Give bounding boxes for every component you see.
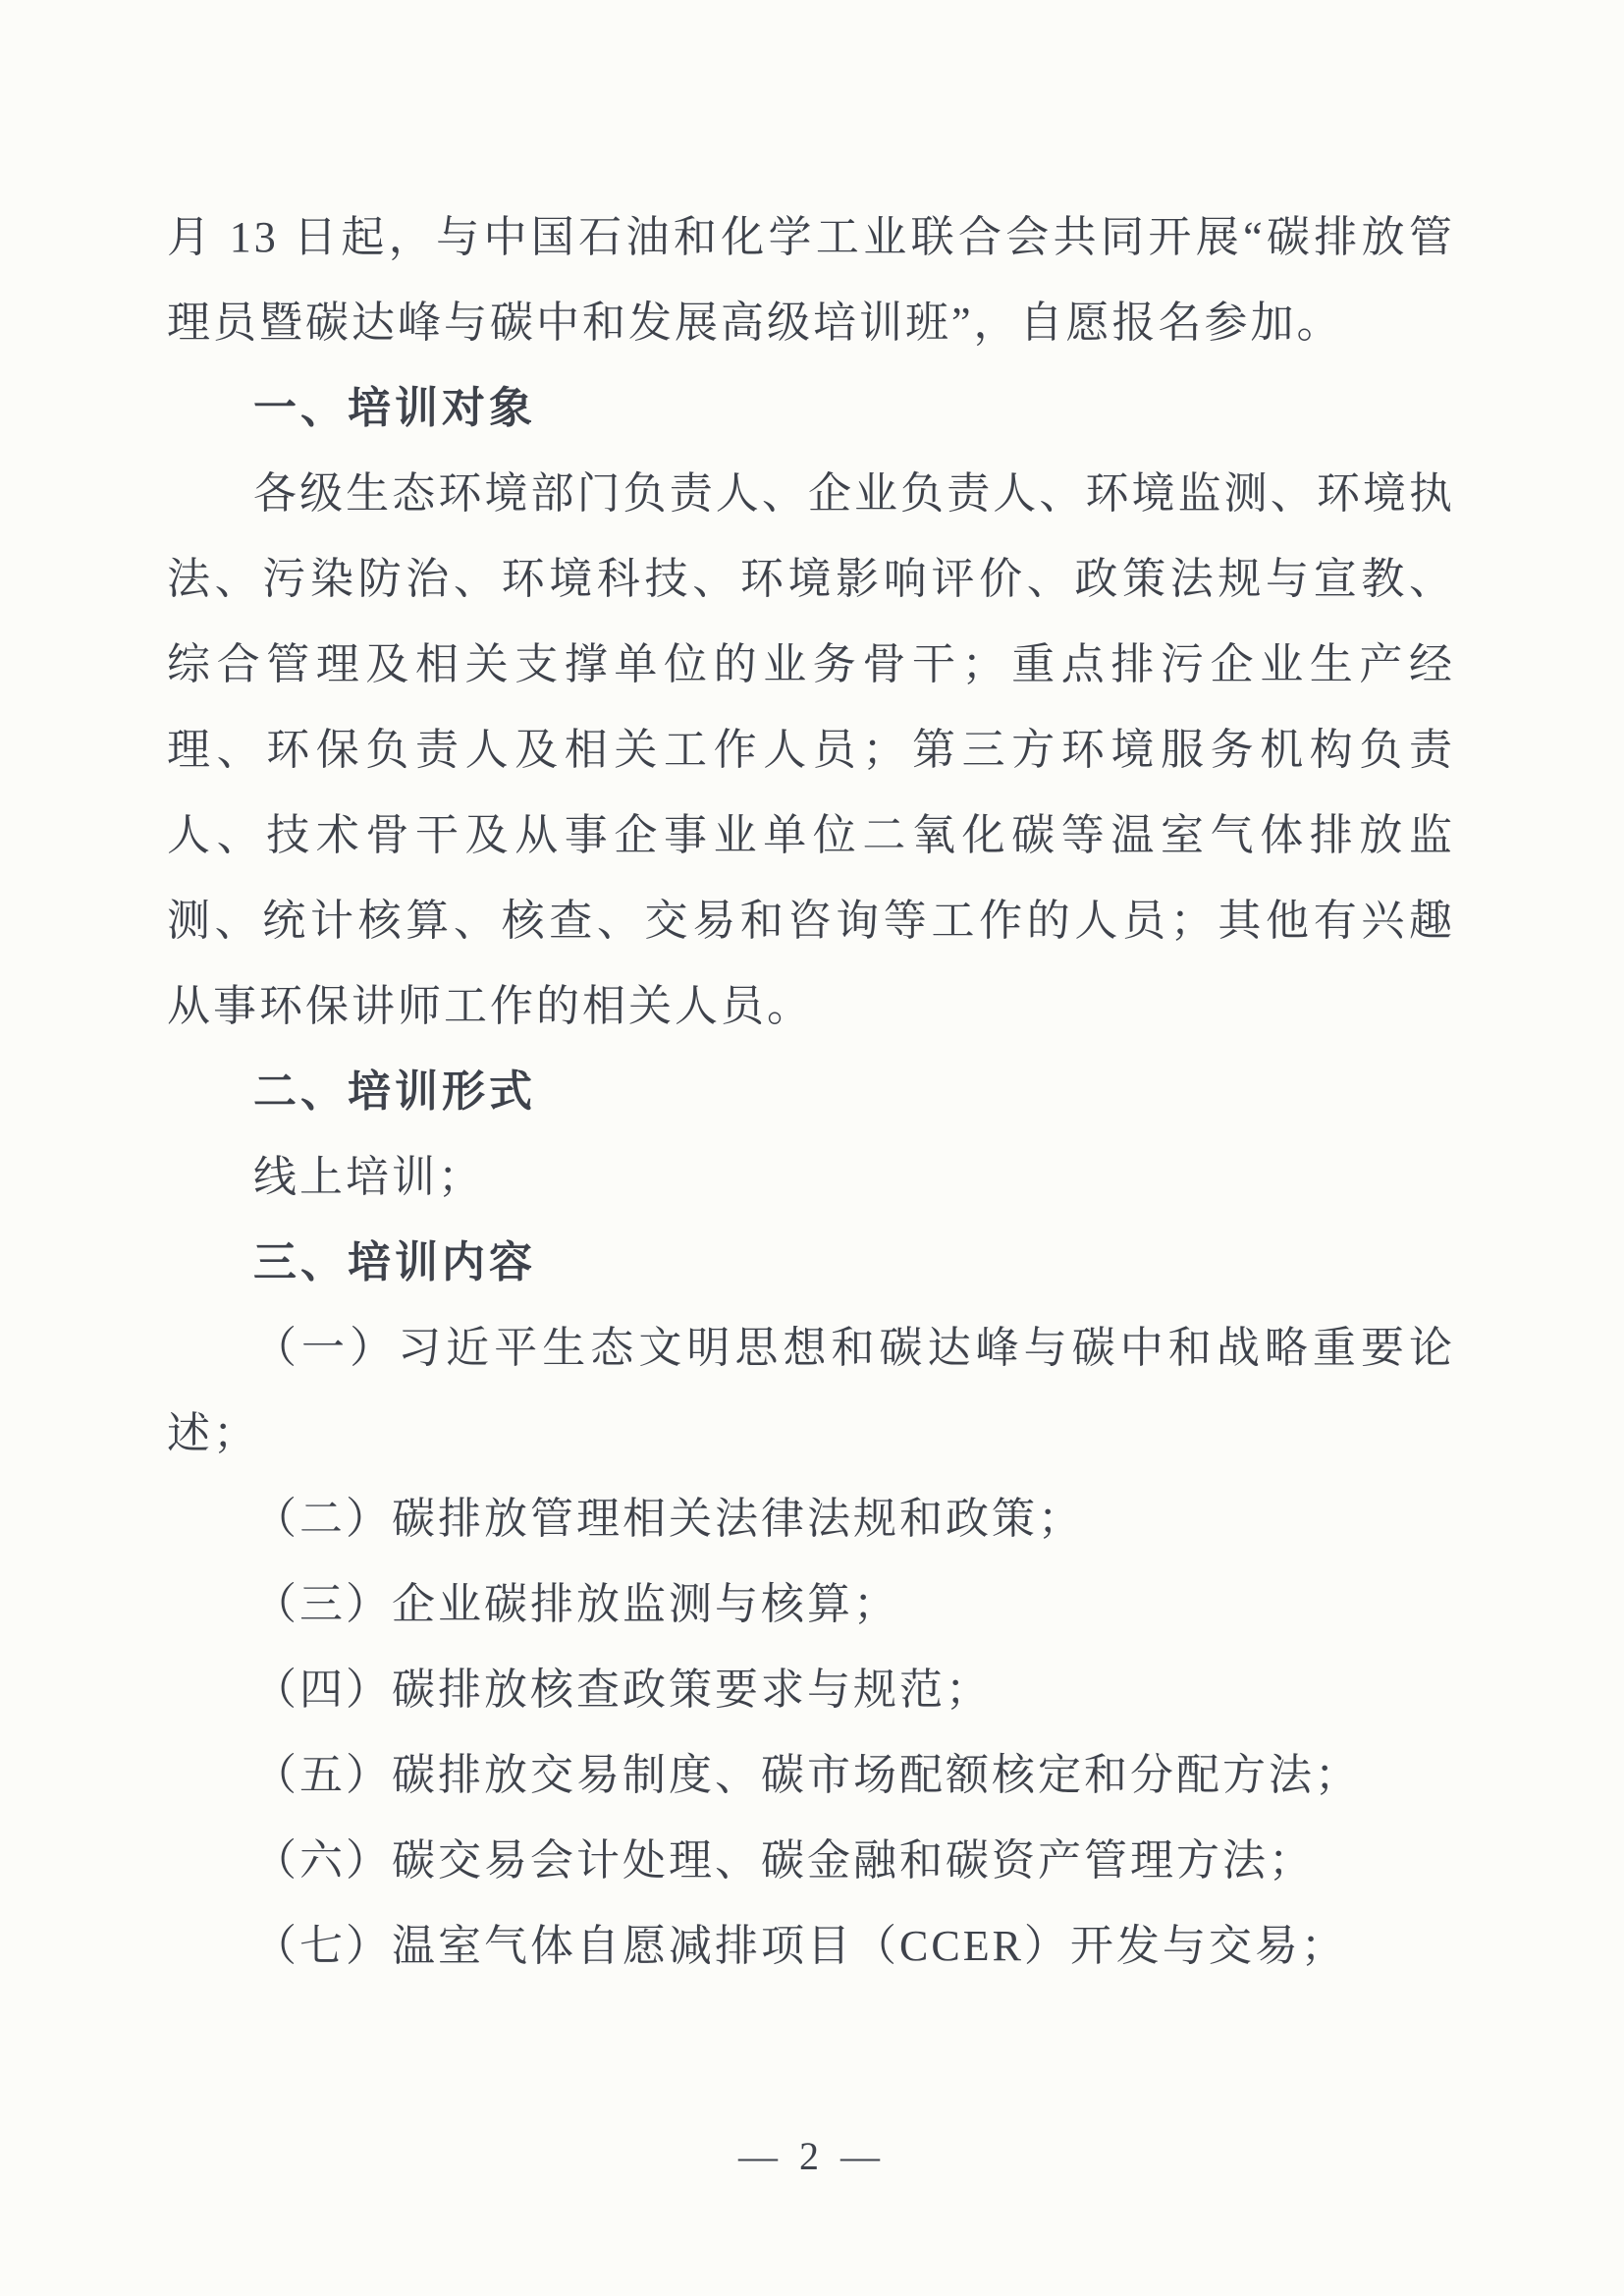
paragraph-training-format: 线上培训；	[253, 1153, 484, 1201]
list-item-3: （三）企业碳排放监测与核算；	[253, 1580, 899, 1628]
list-item-1: （一）习近平生态文明思想和碳达峰与碳中和战略重要论述；	[167, 1324, 1455, 1457]
list-item-2: （二）碳排放管理相关法律法规和政策；	[253, 1495, 1084, 1543]
page-footer	[0, 2133, 1624, 2179]
paragraph-training-audience: 各级生态环境部门负责人、企业负责人、环境监测、环境执法、污染防治、环境科技、环境影响评价、政策法规与宣教、综合管理及相关支撑单位的业务骨干；重点排污企业生产经理、环保负责人及相关工作人员；第三方环境服务机构负责人、技术骨干及从事企事业单位二氧化碳等温室气体排放监测、统计核算、核查、交易和咨询等工作的人员；其他有兴趣从事环保讲师工作的相关人员。	[167, 469, 1455, 1030]
list-item-7: （七）温室气体自愿减排项目（CCER）开发与交易；	[253, 1922, 1347, 1970]
list-item-4: （四）碳排放核查政策要求与规范；	[253, 1666, 992, 1714]
section-heading-training-audience: 一、培训对象	[253, 384, 536, 432]
list-item-5: （五）碳排放交易制度、碳市场配额核定和分配方法；	[253, 1751, 1361, 1799]
paragraph-intro-continuation: 月 13 日起，与中国石油和化学工业联合会共同开展“碳排放管理员暨碳达峰与碳中和发展高级培训班”，自愿报名参加。	[167, 213, 1455, 347]
section-heading-training-format: 二、培训形式	[253, 1067, 536, 1116]
document-body	[167, 194, 1455, 1989]
section-heading-training-content: 三、培训内容	[253, 1238, 536, 1286]
page-number: — 2 —	[738, 2134, 886, 2178]
list-item-6: （六）碳交易会计处理、碳金融和碳资产管理方法；	[253, 1836, 1315, 1885]
